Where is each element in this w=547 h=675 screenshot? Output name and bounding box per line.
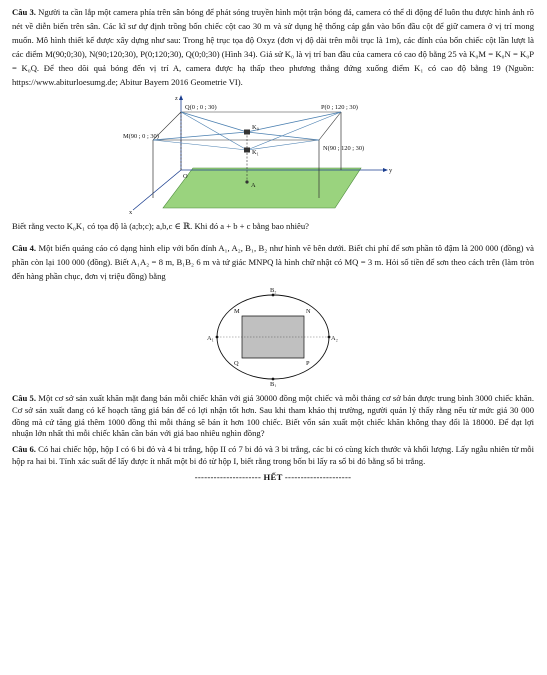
cable-m [153,132,247,140]
camera-k0 [244,130,250,135]
figure-ellipse-sign [203,287,343,387]
label-k1: K₁ [252,149,259,157]
question-5-text: Một cơ sở sản xuất khăn mặt đang bán mỗi chiếc khăn với giá 30000 đồng một chiếc và mỗi tháng cơ sở bán được trung bình 3000 chiếc khăn. Cơ sở sản xuất đang có kế hoạch tăng giá bán để có lợi nhận tốt hơn. Sau khi tham khảo thị trường, người quản lý thấy rằng nếu từ mức giá 30 000 đồng mà cứ tăng giá thêm 1000 đồng thì mỗi tháng sẽ bán ít hơn 100 chiếc. Biết vốn sản xuất một chiếc khăn không thay đổi là 18000. Để đạt lợi nhuận lớn nhất thì mỗi chiếc khăn cần bán với giá bao nhiêu nghìn đồng? [12,393,534,439]
figure-camera-model [123,92,423,216]
label-a1: A₁ [207,335,214,343]
question-3 [12,6,534,89]
label-b1: B₁ [270,381,277,388]
label-k0: K₀ [252,124,259,132]
label-x: x [129,209,133,217]
label-a: A [251,182,256,190]
label-a2: A₂ [331,335,338,343]
label-q: Q(0 ; 0 ; 30) [185,104,217,112]
end-marker [12,472,534,482]
label-q-ellipse: Q [234,360,239,368]
question-6-label: Câu 6. [12,444,36,455]
question-3-label: Câu 3. [12,7,36,17]
label-n: N(90 ; 120 ; 30) [323,145,365,153]
question-4-label: Câu 4. [12,243,37,254]
soccer-field [163,168,361,208]
question-4-text: Một biển quảng cáo có dạng hình elip với bốn đỉnh A₁, A₂, B₁, B₂ như hình vẽ bên dưới. Biết chi phí để sơn phần tô đậm là 200 000 (đồng) và phần còn lại 100 000 (đồng). Biết A₁A₂ = 8 m, B₁B₂ 6 m và tứ giác MNPQ là hình chữ nhật có MQ = 3 m. Hỏi số tiền để sơn theo cách trên (làm tròn đến hàng phần chục, đơn vị triệu đồng) bằng [12,243,534,282]
question-6-text: Có hai chiếc hộp, hộp I có 6 bi đỏ và 4 bi trắng, hộp II có 7 bi đỏ và 3 bi trắng, các bi có cùng kích thước và khối lượng. Lấy ngẫu nhiên từ mỗi hộp ra hai bi. Tính xác suất để lấy được ít nhất một bi đỏ từ hộp I, biết rằng trong bốn bi lấy ra số bi đỏ bằng số bi trắng. [12,444,534,467]
label-p-ellipse: P [306,360,310,368]
cable-p [247,112,341,132]
question-5-label: Câu 5. [12,393,37,404]
label-m: M(90 ; 0 ; 30) [123,133,159,141]
label-y: y [389,167,393,175]
question-4 [12,242,534,284]
document-page [12,6,534,482]
label-p: P(0 ; 120 ; 30) [321,104,358,112]
question-5 [12,393,534,440]
cable-m-k1 [153,140,247,150]
label-b2: B₂ [270,287,277,295]
end-text: --------------------- HẾT --------------------- [194,471,352,482]
point-a [245,181,248,184]
cable-q [181,112,247,132]
camera-k1 [244,148,250,153]
label-m-ellipse: M [234,308,240,316]
question-3-text: Người ta cần lắp một camera phía trên sân bóng để phát sóng truyền hình một trận bóng đá, camera có thể di động để luôn thu được hình ảnh rõ nét về diễn biến trên sân. Các kĩ sư dự định trồng bốn chiếc cột cao 30 m và sử dụng hệ thống cáp gắn vào bốn đầu cột để giữ camera ở vị trí mong muốn. Mô hình thiết kế được xây dựng như sau: Trong hệ trục tọa độ Oxyz (đơn vị độ dài trên mỗi trục là 1m), các đỉnh của bốn chiếc cột lần lượt là các điểm M(90;0;30), N(90;120;30), P(0;120;30), Q(0;0;30) (Hình 34). Giả sử K₀ là vị trí ban đầu của camera có cao độ bằng 25 và K₀M = K₀N = K₀P = K₀Q. Để theo dõi quả bóng đến vị trí A, camera được hạ thấp theo phương thẳng đứng xuống điểm K₁ có cao độ bằng 19 (Nguồn: https://www.abiturloesumg.de; Abitur Bayern 2016 Geometrie VI). [12,7,534,87]
question-3-prompt: Biết rằng vecto K₀K₁ có tọa độ là (a;b;c); a,b,c ∈ ℝ. Khi đó a + b + c bằng bao nhiêu? [12,221,309,232]
cable-n [247,132,319,140]
question-6 [12,444,534,468]
label-z: z [175,95,178,103]
label-o: O [183,173,188,181]
label-n-ellipse: N [306,308,311,316]
